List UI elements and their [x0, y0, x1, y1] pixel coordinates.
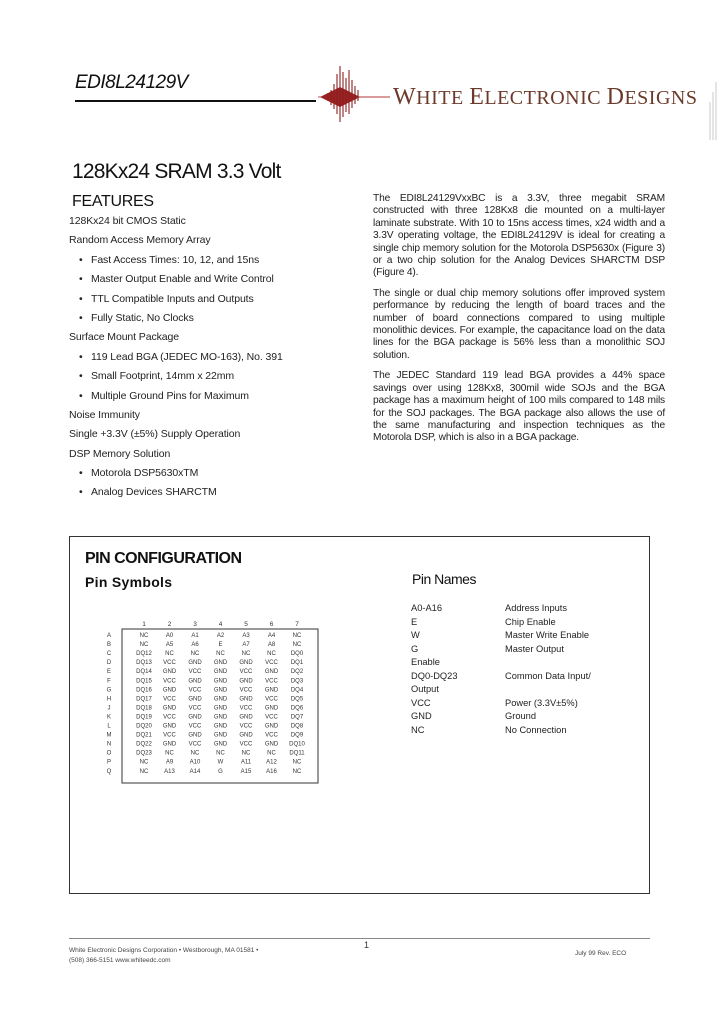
feature-item	[69, 387, 369, 406]
pin-cell: DQ15	[136, 678, 152, 685]
pin-cell: GND	[239, 660, 253, 667]
pin-cell: NC	[216, 750, 225, 757]
pin-row-label: L	[107, 723, 111, 730]
pin-row-label: K	[106, 714, 112, 721]
pin-name-row	[411, 683, 641, 697]
pin-cell: DQ7	[290, 714, 304, 721]
pin-row-label: Q	[106, 768, 112, 775]
pin-column-label: 3	[193, 621, 197, 628]
pin-cell: VCC	[163, 696, 176, 703]
pin-cell: DQ22	[136, 741, 152, 748]
pin-row-label: E	[106, 669, 112, 676]
pin-cell: A10	[189, 759, 201, 766]
feature-text: 119 Lead BGA (JEDEC MO-163), No. 391	[91, 350, 283, 363]
pin-cell: GND	[239, 732, 253, 739]
bullet-icon: •	[79, 467, 83, 480]
pin-configuration-heading: PIN CONFIGURATION	[85, 550, 242, 567]
pin-cell: VCC	[188, 723, 202, 730]
features-heading: FEATURES	[72, 193, 154, 210]
pin-cell: GND	[188, 660, 202, 667]
pin-cell: NC	[139, 759, 149, 766]
pin-symbol: G	[411, 643, 419, 654]
pin-cell: NC	[216, 651, 225, 658]
page-title: 128Kx24 SRAM 3.3 Volt	[72, 160, 281, 183]
pin-cell: GND	[213, 678, 228, 685]
pin-cell: A9	[165, 759, 174, 766]
pin-description: Power (3.3V±5%)	[505, 697, 578, 708]
bullet-icon: •	[79, 311, 83, 324]
pin-cell: GND	[264, 723, 279, 730]
pin-cell: W	[217, 759, 224, 766]
feature-text: Single +3.3V (±5%) Supply Operation	[69, 428, 241, 441]
bullet-icon: •	[79, 389, 83, 402]
pin-cell: A0	[165, 633, 174, 639]
pin-cell: VCC	[265, 660, 278, 667]
pin-cell: GND	[264, 705, 279, 712]
pin-cell: GND	[213, 714, 228, 721]
pin-grid-diagram	[100, 617, 325, 792]
pin-cell: GND	[213, 669, 228, 676]
pin-cell: GND	[162, 705, 177, 712]
feature-item	[69, 328, 369, 347]
pin-name-row	[411, 629, 641, 643]
pin-cell: A8	[267, 642, 276, 649]
pin-cell: A3	[242, 633, 250, 639]
pin-row-label: B	[106, 642, 112, 649]
footer-company	[69, 946, 329, 966]
description	[373, 193, 665, 453]
pin-description: Ground	[505, 711, 537, 721]
pin-cell: A13	[164, 768, 175, 775]
pin-cell: A4	[267, 633, 276, 639]
pin-cell: NC	[139, 768, 149, 775]
pin-cell: A15	[240, 768, 252, 775]
feature-item	[69, 445, 369, 464]
pin-cell: NC	[292, 642, 302, 649]
pin-cell: DQ21	[136, 732, 152, 739]
pin-cell: VCC	[188, 669, 202, 676]
pin-cell: DQ1	[290, 660, 304, 667]
bullet-icon: •	[79, 486, 83, 499]
pin-symbol: Output	[411, 684, 439, 694]
pin-row-label: H	[106, 696, 112, 703]
pin-cell: NC	[139, 642, 149, 649]
pin-cell: NC	[292, 759, 302, 766]
feature-item	[69, 231, 369, 250]
pin-description: No Connection	[505, 724, 567, 735]
pin-row-label: C	[106, 651, 112, 658]
feature-item	[69, 348, 369, 367]
pin-row-label: A	[106, 633, 112, 639]
feature-item	[69, 212, 369, 231]
pin-cell: NC	[241, 651, 251, 658]
pin-cell: VCC	[239, 723, 253, 730]
pin-names-heading: Pin Names	[412, 571, 476, 587]
pin-cell: DQ4	[290, 687, 304, 694]
pin-name-row	[411, 643, 641, 657]
pin-name-row	[411, 697, 641, 711]
pin-cell: VCC	[239, 669, 253, 676]
pin-cell: E	[218, 642, 223, 649]
pin-cell: VCC	[188, 741, 202, 748]
feature-text: Fast Access Times: 10, 12, and 15ns	[91, 253, 260, 266]
pin-cell: VCC	[265, 696, 278, 703]
pin-symbol: VCC	[411, 697, 431, 708]
pin-cell: GND	[213, 732, 228, 739]
pin-name-row	[411, 670, 641, 684]
pin-cell: NC	[292, 768, 302, 775]
feature-text: Surface Mount Package	[69, 331, 179, 344]
pin-description: Master Write Enable	[505, 630, 590, 640]
pin-symbol: W	[411, 630, 420, 640]
pin-name-row	[411, 656, 641, 670]
pin-cell: A2	[216, 633, 225, 639]
pin-symbol: DQ0-DQ23	[411, 670, 458, 681]
pin-cell: DQ13	[136, 660, 152, 667]
feature-item	[69, 251, 369, 270]
pin-cell: G	[218, 768, 223, 775]
pin-cell: NC	[241, 750, 251, 757]
feature-item	[69, 290, 369, 309]
pin-cell: GND	[162, 723, 177, 730]
pin-column-label: 5	[244, 621, 248, 628]
pin-cell: GND	[162, 669, 177, 676]
pin-cell: NC	[139, 633, 149, 639]
pin-cell: GND	[213, 696, 228, 703]
pin-cell: NC	[165, 651, 174, 658]
pin-cell: VCC	[265, 678, 278, 685]
pin-cell: DQ12	[136, 651, 152, 658]
pin-name-row	[411, 616, 641, 630]
pin-description: Common Data Input/	[505, 670, 591, 681]
pin-cell: VCC	[163, 732, 176, 739]
pin-description: Chip Enable	[505, 616, 556, 627]
pin-cell: DQ2	[290, 669, 304, 676]
pin-cell: GND	[213, 741, 228, 748]
pin-cell: DQ19	[136, 714, 152, 721]
pin-cell: DQ18	[136, 705, 152, 712]
pin-cell: GND	[239, 714, 253, 721]
page-number: 1	[364, 940, 370, 950]
feature-text: Small Footprint, 14mm x 22mm	[91, 370, 235, 383]
pin-cell: VCC	[239, 741, 253, 748]
feature-text: Master Output Enable and Write Control	[91, 273, 274, 286]
pin-cell: DQ8	[290, 723, 304, 730]
description-paragraph: The JEDEC Standard 119 lead BGA provides a 44% space savings over using 128Kx8, 300mil wide SOJs and the BGA package has a maximum height of 100 mils compared to 148 mils for the SOJ packages. The BGA package also allows the use of the same manufacturing and inspection techniques as the Motorola DSP, which is also in a BGA package.	[373, 370, 665, 444]
pin-cell: NC	[267, 651, 276, 658]
feature-item	[69, 483, 369, 502]
pin-cell: A16	[266, 768, 277, 775]
pin-cell: VCC	[239, 705, 253, 712]
feature-text: DSP Memory Solution	[69, 447, 171, 460]
pin-cell: DQ17	[136, 696, 152, 703]
pin-cell: GND	[264, 687, 279, 694]
pin-cell: GND	[188, 696, 202, 703]
pin-cell: A1	[191, 633, 199, 639]
footer-contact: (508) 366-5151 www.whiteedc.com	[69, 957, 171, 964]
pin-cell: A12	[266, 759, 277, 766]
pin-cell: NC	[267, 750, 276, 757]
pin-name-row	[411, 710, 641, 724]
feature-item	[69, 270, 369, 289]
feature-item	[69, 425, 369, 444]
feature-text: Motorola DSP5630xTM	[91, 467, 199, 480]
pin-symbol: NC	[411, 724, 425, 735]
bullet-icon: •	[79, 273, 83, 286]
pin-cell: GND	[162, 741, 177, 748]
pin-cell: NC	[165, 750, 174, 757]
feature-text: Analog Devices SHARCTM	[91, 486, 217, 499]
pin-cell: DQ23	[136, 750, 152, 757]
pin-names-table	[411, 602, 641, 737]
pin-cell: GND	[213, 723, 228, 730]
pin-cell: VCC	[265, 732, 278, 739]
pin-cell: DQ16	[136, 687, 152, 694]
pin-cell: DQ11	[289, 750, 305, 757]
description-paragraph: The EDI8L24129VxxBC is a 3.3V, three megabit SRAM constructed with three 128Kx8 die mounted on a multi-layer laminate substrate. With 10 to 15ns access times, x24 width and a 3.3V operating voltage, the EDI8L24129V is ideal for creating a single chip memory solution for the Motorola DSP5630x (Figure 3) or a two chip solution for the Analog Devices SHARCTM DSP (Figure 4).	[373, 193, 665, 279]
pin-cell: DQ5	[290, 696, 304, 703]
pin-cell: DQ14	[136, 669, 152, 676]
pin-cell: GND	[188, 732, 202, 739]
pin-cell: VCC	[163, 678, 176, 685]
pin-cell: NC	[190, 750, 200, 757]
pin-row-label: G	[106, 687, 112, 694]
feature-item	[69, 406, 369, 425]
pin-cell: NC	[292, 633, 302, 639]
feature-text: Noise Immunity	[69, 408, 140, 421]
pin-cell: A6	[191, 642, 199, 649]
pin-cell: DQ10	[289, 741, 305, 748]
pin-row-label: J	[107, 705, 111, 712]
pin-cell: GND	[239, 696, 253, 703]
pin-cell: GND	[239, 678, 253, 685]
pin-cell: VCC	[163, 660, 176, 667]
footer-address: White Electronic Designs Corporation • Westborough, MA 01581 •	[69, 947, 259, 954]
pin-cell: NC	[190, 651, 200, 658]
pin-cell: GND	[213, 687, 228, 694]
pin-symbol: GND	[411, 711, 432, 721]
pin-cell: A7	[242, 642, 250, 649]
pin-cell: A14	[189, 768, 201, 775]
pin-cell: A5	[165, 642, 174, 649]
footer-divider	[69, 938, 650, 939]
pin-cell: DQ3	[290, 678, 304, 685]
footer-revision: July 99 Rev. ECO	[575, 950, 627, 957]
pin-symbol: E	[411, 616, 418, 627]
feature-text: 128Kx24 bit CMOS Static	[69, 215, 186, 227]
pin-description: Master Output	[505, 643, 564, 654]
bullet-icon: •	[79, 253, 83, 266]
pin-column-label: 4	[218, 621, 223, 628]
description-paragraph: The single or dual chip memory solutions offer improved system performance by reducing the length of board traces and the number of board connections compared to using multiple monolithic devices. For example, the capacitance load on the data lines for the BGA package is 56% less than a monolithic SOJ solution.	[373, 287, 665, 361]
pin-column-label: 6	[269, 621, 274, 628]
pin-cell: VCC	[239, 687, 253, 694]
pin-row-label: F	[107, 678, 111, 685]
pin-row-label: M	[106, 732, 112, 739]
pin-cell: GND	[188, 714, 202, 721]
pin-symbol: A0-A16	[411, 603, 443, 613]
pin-cell: DQ20	[136, 723, 152, 730]
header-rule	[75, 100, 316, 102]
features-list	[69, 212, 369, 503]
bullet-icon: •	[79, 292, 83, 305]
pin-name-row	[411, 724, 641, 738]
pin-cell: GND	[264, 741, 279, 748]
pin-row-label: N	[106, 741, 112, 748]
pin-row-label: O	[106, 750, 112, 757]
bullet-icon: •	[79, 350, 83, 363]
pin-cell: GND	[162, 687, 177, 694]
pin-column-label: 7	[295, 621, 299, 628]
feature-text: Multiple Ground Pins for Maximum	[91, 389, 249, 402]
pin-row-label: P	[106, 759, 112, 766]
pin-row-label: D	[106, 660, 112, 667]
pin-cell: VCC	[163, 714, 176, 721]
pin-name-row	[411, 602, 641, 616]
pin-column-label: 2	[167, 621, 172, 628]
pin-cell: A11	[240, 759, 252, 766]
pin-description: Address Inputs	[505, 603, 568, 613]
feature-item	[69, 464, 369, 483]
pin-cell: GND	[264, 669, 279, 676]
bullet-icon: •	[79, 370, 83, 383]
pin-cell: GND	[188, 678, 202, 685]
company-name: WHITE ELECTRONIC DESIGNS	[393, 84, 698, 110]
pin-cell: GND	[213, 705, 228, 712]
pin-cell: VCC	[265, 714, 278, 721]
feature-text: TTL Compatible Inputs and Outputs	[91, 292, 254, 305]
feature-text: Fully Static, No Clocks	[91, 311, 194, 324]
pin-cell: DQ0	[290, 651, 304, 658]
pin-cell: VCC	[188, 687, 202, 694]
pin-cell: DQ9	[290, 732, 304, 739]
pin-symbol: Enable	[411, 657, 440, 667]
feature-text: Random Access Memory Array	[69, 234, 211, 247]
pin-symbols-heading: Pin Symbols	[85, 574, 173, 590]
feature-item	[69, 367, 369, 386]
part-number: EDI8L24129V	[75, 72, 188, 93]
pin-cell: GND	[213, 660, 228, 667]
pin-column-label: 1	[142, 621, 146, 628]
pin-cell: DQ6	[290, 705, 304, 712]
pin-cell: VCC	[188, 705, 202, 712]
feature-item	[69, 309, 369, 328]
